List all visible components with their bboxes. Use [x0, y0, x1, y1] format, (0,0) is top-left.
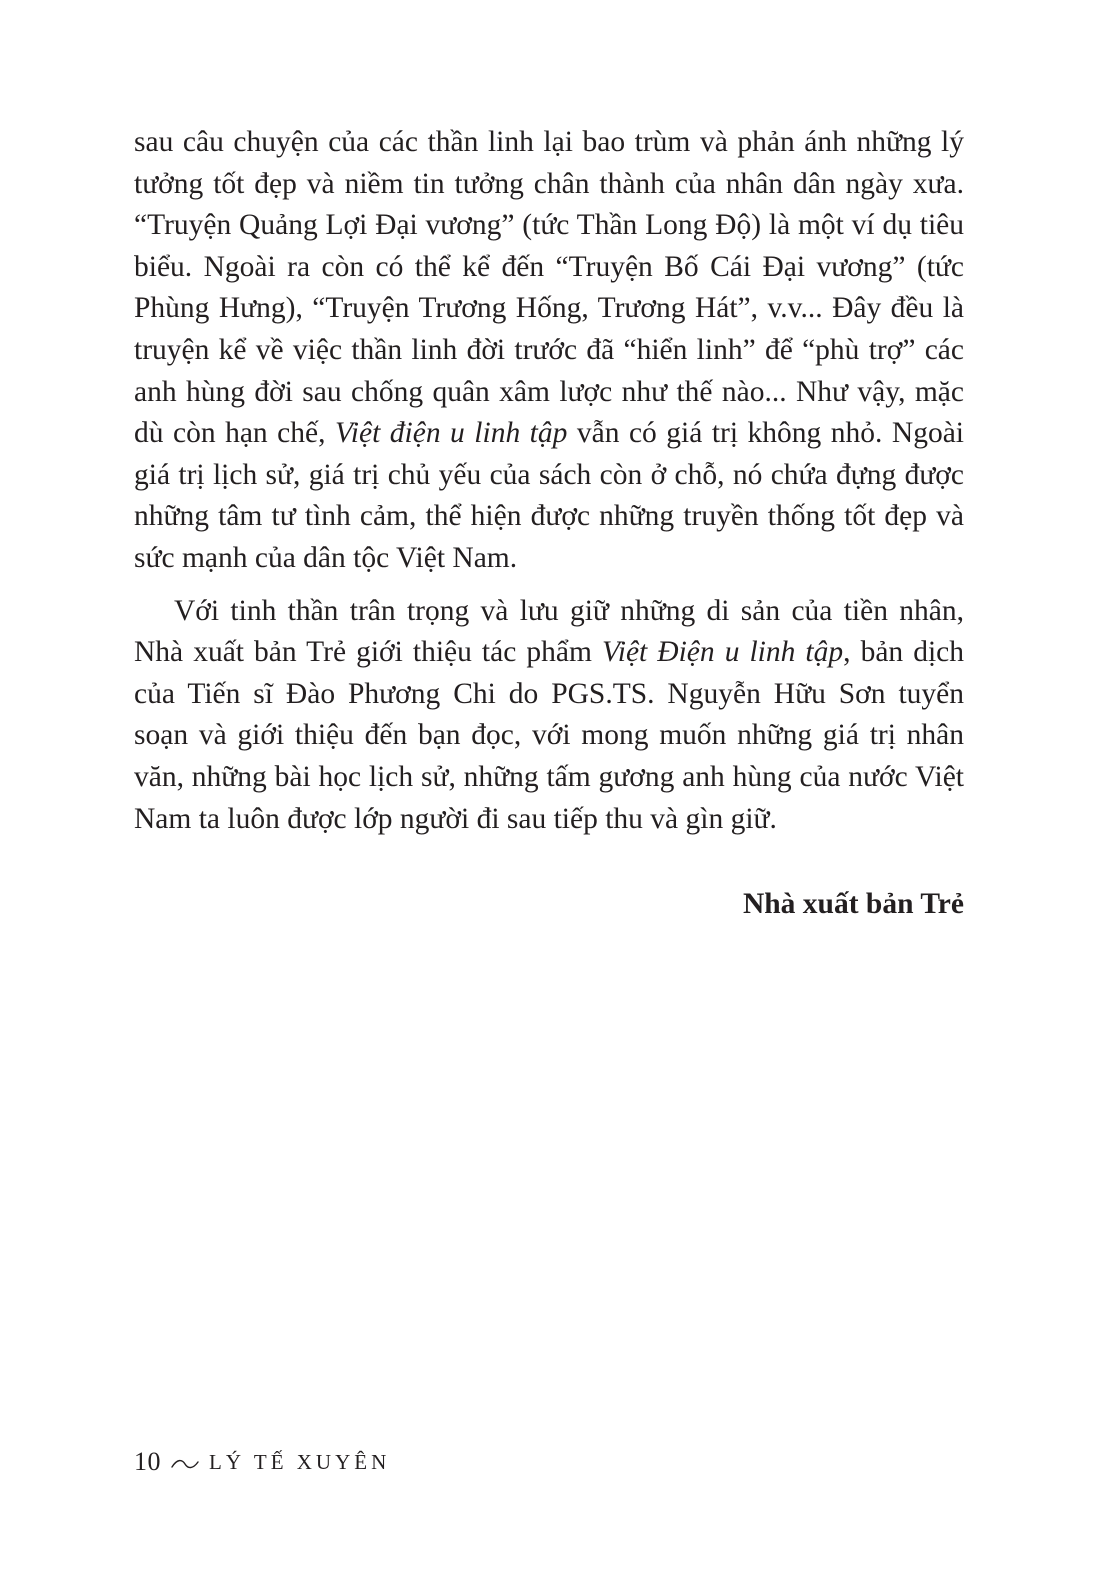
paragraph-2-text-a: Với tinh thần trân trọng và lưu giữ những di sản của tiền nhân, Nhà xuất bản Trẻ giới thiệu tác phẩm — [134, 594, 964, 669]
paragraph-1 — [134, 122, 964, 580]
book-title-italic: Việt điện u linh tập — [334, 417, 568, 450]
publisher-signature: Nhà xuất bản Trẻ — [742, 888, 964, 921]
book-title-italic: Việt Điện u linh tập — [601, 636, 844, 669]
running-title: LÝ TẾ XUYÊN — [209, 1449, 391, 1474]
body-text — [134, 122, 964, 926]
tilde-ornament-icon — [171, 1457, 199, 1471]
paragraph-1-text-b: vẫn có giá trị không nhỏ. Ngoài giá trị lịch sử, giá trị chủ yếu của sách còn ở chỗ, nó chứa đựng được những tâm tư tình cảm, thể hiện được những truyền thống tốt đẹp và sức mạnh của dân tộc Việt Nam. — [134, 417, 964, 574]
paragraph-1-text-a: sau câu chuyện của các thần linh lại bao trùm và phản ánh những lý tưởng tốt đẹp và niềm tin tưởng chân thành của nhân dân ngày xưa. “Truyện Quảng Lợi Đại vương” (tức Thần Long Độ) là một ví dụ tiêu biểu. Ngoài ra còn có thể kể đến “Truyện Bố Cái Đại vương” (tức Phùng Hưng), “Truyện Trương Hống, Trương Hát”, v.v... Đây đều là truyện kể về việc thần linh đời trước đã “hiển linh” để “phù trợ” các anh hùng đời sau chống quân xâm lược như thế nào... Như vậy, mặc dù còn hạn chế, — [134, 126, 964, 450]
paragraph-2 — [134, 591, 964, 841]
page-number: 10 — [134, 1447, 161, 1476]
page-footer — [134, 1447, 390, 1477]
paragraph-2-text-b: , bản dịch của Tiến sĩ Đào Phương Chi do PGS.TS. Nguyễn Hữu Sơn tuyển soạn và giới thiệu đến bạn đọc, với mong muốn những giá trị nhân văn, những bài học lịch sử, những tấm gương anh hùng của nước Việt Nam ta luôn được lớp người đi sau tiếp thu và gìn giữ. — [134, 636, 964, 835]
